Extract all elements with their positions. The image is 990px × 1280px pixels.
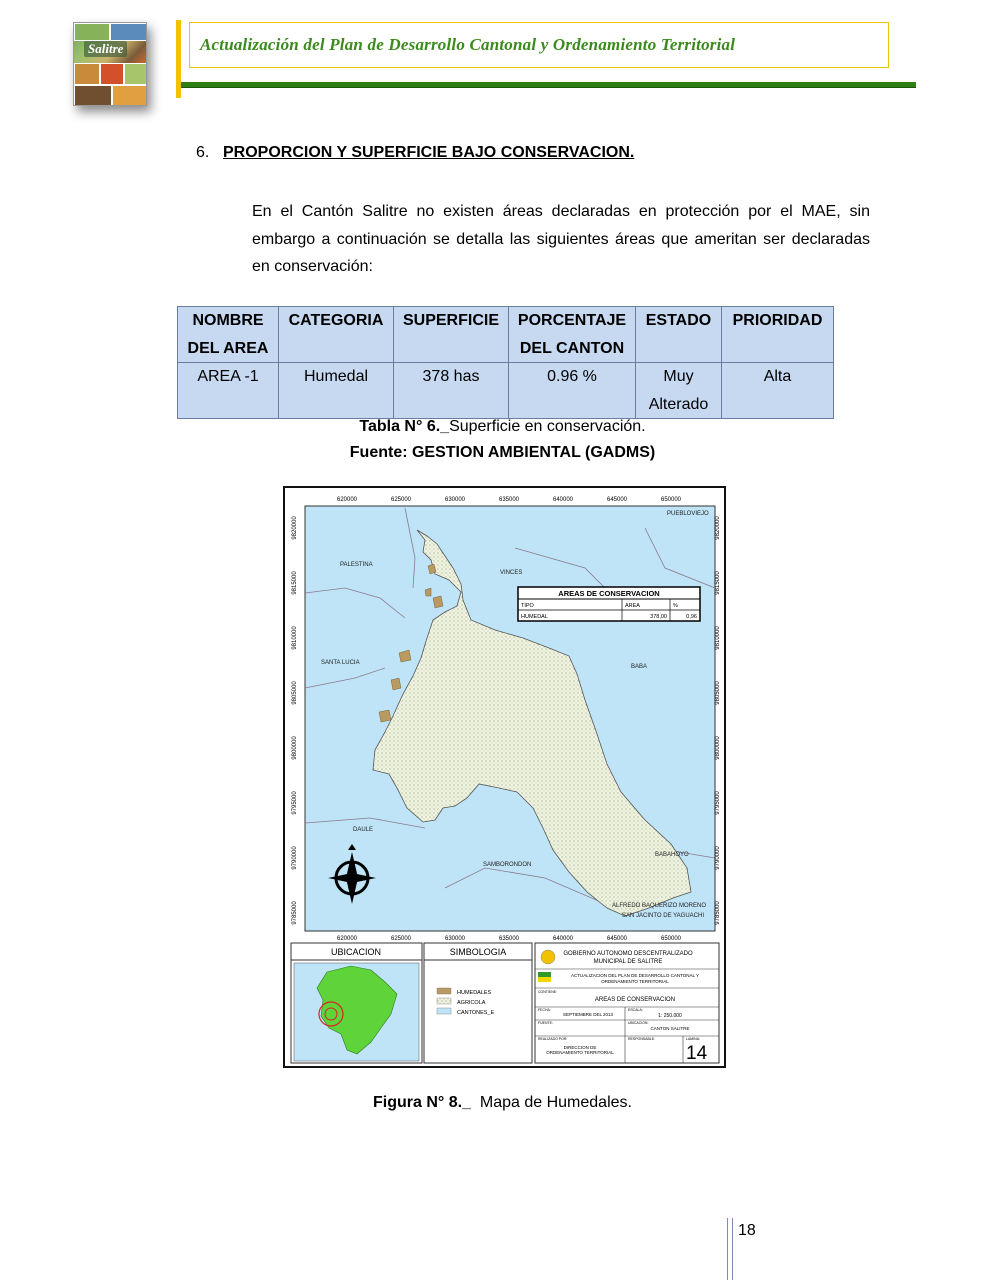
place-daule: DAULE: [353, 827, 374, 833]
y-tick-label: 9820000: [292, 516, 298, 540]
tb-lamina-label: LAMINA:: [686, 1037, 701, 1041]
y-tick-label: 9820000: [715, 516, 721, 540]
table-row: [178, 363, 834, 419]
col-header: NOMBRE DEL AREA: [178, 307, 279, 363]
x-tick-label: 640000: [552, 936, 574, 942]
y-tick-label: 9795000: [715, 791, 721, 815]
tb-responsable-label: RESPONSABLE:: [628, 1037, 656, 1041]
salitre-logo: [73, 22, 147, 106]
wetlands-map: [283, 486, 726, 1068]
tb-fecha-label: FECHA:: [538, 1008, 551, 1012]
y-tick-label: 9815000: [715, 571, 721, 595]
title-block: [535, 943, 719, 1064]
tb-ubicacion-label: UBICACION:: [628, 1021, 649, 1025]
ubicacion-title: UBICACION: [330, 947, 382, 957]
table-cell: Humedal: [279, 363, 394, 419]
inset-cell: 0,96: [686, 614, 697, 620]
x-tick-label: 620000: [336, 936, 358, 942]
x-tick-label: 630000: [444, 936, 466, 942]
x-tick-label: 640000: [552, 497, 574, 503]
inset-header: %: [673, 603, 678, 609]
table-cell: Muy Alterado: [636, 363, 722, 419]
simbologia-title: SIMBOLOGIA: [449, 947, 507, 957]
place-baba: BABA: [631, 664, 648, 670]
legend-item: HUMEDALES: [457, 990, 492, 996]
tb-realizado-1: DIRECCION DE: [563, 1045, 597, 1050]
tb-fecha: SEPTIEMBRE DEL 2013: [562, 1012, 614, 1017]
place-alfredo: ALFREDO BAQUERIZO MORENO: [612, 903, 707, 909]
col-header: PORCENTAJE DEL CANTON: [509, 307, 636, 363]
place-santa-lucia: SANTA LUCIA: [321, 660, 360, 666]
y-tick-label: 9800000: [292, 736, 298, 760]
inset-cell: 378,00: [650, 614, 667, 620]
tb-project-2: ORDENAMIENTO TERRITORIAL: [601, 979, 669, 984]
x-tick-label: 645000: [606, 497, 628, 503]
place-palestina: PALESTINA: [340, 562, 373, 568]
col-header: SUPERFICIE: [394, 307, 509, 363]
table-header-row: [178, 307, 834, 363]
y-tick-label: 9785000: [292, 901, 298, 925]
section-title: PROPORCION Y SUPERFICIE BAJO CONSERVACION.: [223, 144, 635, 161]
page-number-rule: [727, 1218, 733, 1280]
place-puebloviejo: PUEBLOVIEJO: [667, 511, 709, 517]
tb-fuente-label: FUENTE:: [538, 1021, 553, 1025]
inset-title: AREAS DE CONSERVACION: [558, 589, 660, 598]
figure-caption-label: Figura N° 8._: [373, 1094, 471, 1111]
tb-institution-1: GOBIERNO AUTONOMO DESCENTRALIZADO: [563, 951, 693, 957]
table-cell: Alta: [722, 363, 834, 419]
logo-text: Salitre: [84, 41, 127, 57]
y-tick-label: 9805000: [715, 681, 721, 705]
table-cell: AREA -1: [178, 363, 279, 419]
y-tick-label: 9785000: [715, 901, 721, 925]
x-tick-label: 620000: [336, 497, 358, 503]
page-number: 18: [738, 1222, 756, 1239]
tb-escala-label: ESCALA:: [628, 1008, 643, 1012]
y-tick-label: 9795000: [292, 791, 298, 815]
tb-project-1: ACTUALIZACION DEL PLAN DE DESARROLLO CANTONAL Y: [570, 973, 700, 978]
y-tick-label: 9790000: [715, 846, 721, 870]
x-tick-label: 630000: [444, 497, 466, 503]
table-caption-label: Tabla N° 6._: [359, 418, 450, 435]
y-tick-label: 9815000: [292, 571, 298, 595]
y-tick-label: 9800000: [715, 736, 721, 760]
tb-institution-2: MUNICIPAL DE SALITRE: [593, 959, 663, 965]
tb-escala: 1: 250.000: [658, 1013, 682, 1019]
header-divider: [181, 82, 916, 88]
x-tick-label: 650000: [660, 497, 682, 503]
figure-caption: [0, 1094, 990, 1112]
conservation-table: [177, 306, 834, 419]
inset-header: AREA: [625, 603, 640, 609]
legend-item: CANTONES_E: [457, 1010, 495, 1016]
legend-item: AGRICOLA: [457, 1000, 486, 1006]
section-paragraph: En el Cantón Salitre no existen áreas declaradas en protección por el MAE, sin embargo a continuación se detalla las siguientes áreas que ameritan ser declaradas en conservación:: [252, 203, 870, 275]
table-cell: 378 has: [394, 363, 509, 419]
x-tick-label: 625000: [390, 936, 412, 942]
y-tick-label: 9810000: [292, 626, 298, 650]
y-tick-label: 9805000: [292, 681, 298, 705]
place-vinces: VINCES: [500, 570, 523, 576]
col-header: ESTADO: [636, 307, 722, 363]
col-header: PRIORIDAD: [722, 307, 834, 363]
y-tick-label: 9810000: [715, 626, 721, 650]
figure-caption-text: Mapa de Humedales.: [479, 1094, 632, 1111]
place-samborondon: SAMBORONDON: [483, 862, 532, 868]
x-tick-label: 625000: [390, 497, 412, 503]
x-tick-label: 650000: [660, 936, 682, 942]
y-tick-label: 9790000: [292, 846, 298, 870]
x-tick-label: 645000: [606, 936, 628, 942]
x-tick-label: 635000: [498, 497, 520, 503]
section-number: 6.: [196, 144, 210, 161]
x-tick-label: 635000: [498, 936, 520, 942]
tb-lamina: 14: [686, 1043, 708, 1064]
table-caption: [0, 418, 990, 436]
header-title: Actualización del Plan de Desarrollo Cantonal y Ordenamiento Territorial: [189, 22, 889, 68]
table-source: Fuente: GESTION AMBIENTAL (GADMS): [349, 444, 656, 461]
tb-realizado-2: ORDENAMIENTO TERRITORIAL: [546, 1050, 614, 1055]
tb-contiene: AREAS DE CONSERVACION: [594, 997, 676, 1003]
tb-ubicacion: CANTON SALITRE: [650, 1026, 690, 1031]
table-caption-text: Superficie en conservación.: [449, 418, 646, 435]
tb-contiene-label: CONTIENE:: [538, 990, 558, 994]
col-header: CATEGORIA: [279, 307, 394, 363]
tb-realizado-label: REALIZADO POR:: [538, 1037, 568, 1041]
inset-cell: HUMEDAL: [521, 614, 548, 620]
inset-conservation-table: [518, 587, 700, 621]
table-cell: 0.96 %: [509, 363, 636, 419]
place-san-jacinto: SAN JACINTO DE YAGUACHI: [622, 913, 705, 919]
place-babahoyo: BABAHOYO: [655, 852, 689, 858]
inset-header: TIPO: [521, 603, 534, 609]
